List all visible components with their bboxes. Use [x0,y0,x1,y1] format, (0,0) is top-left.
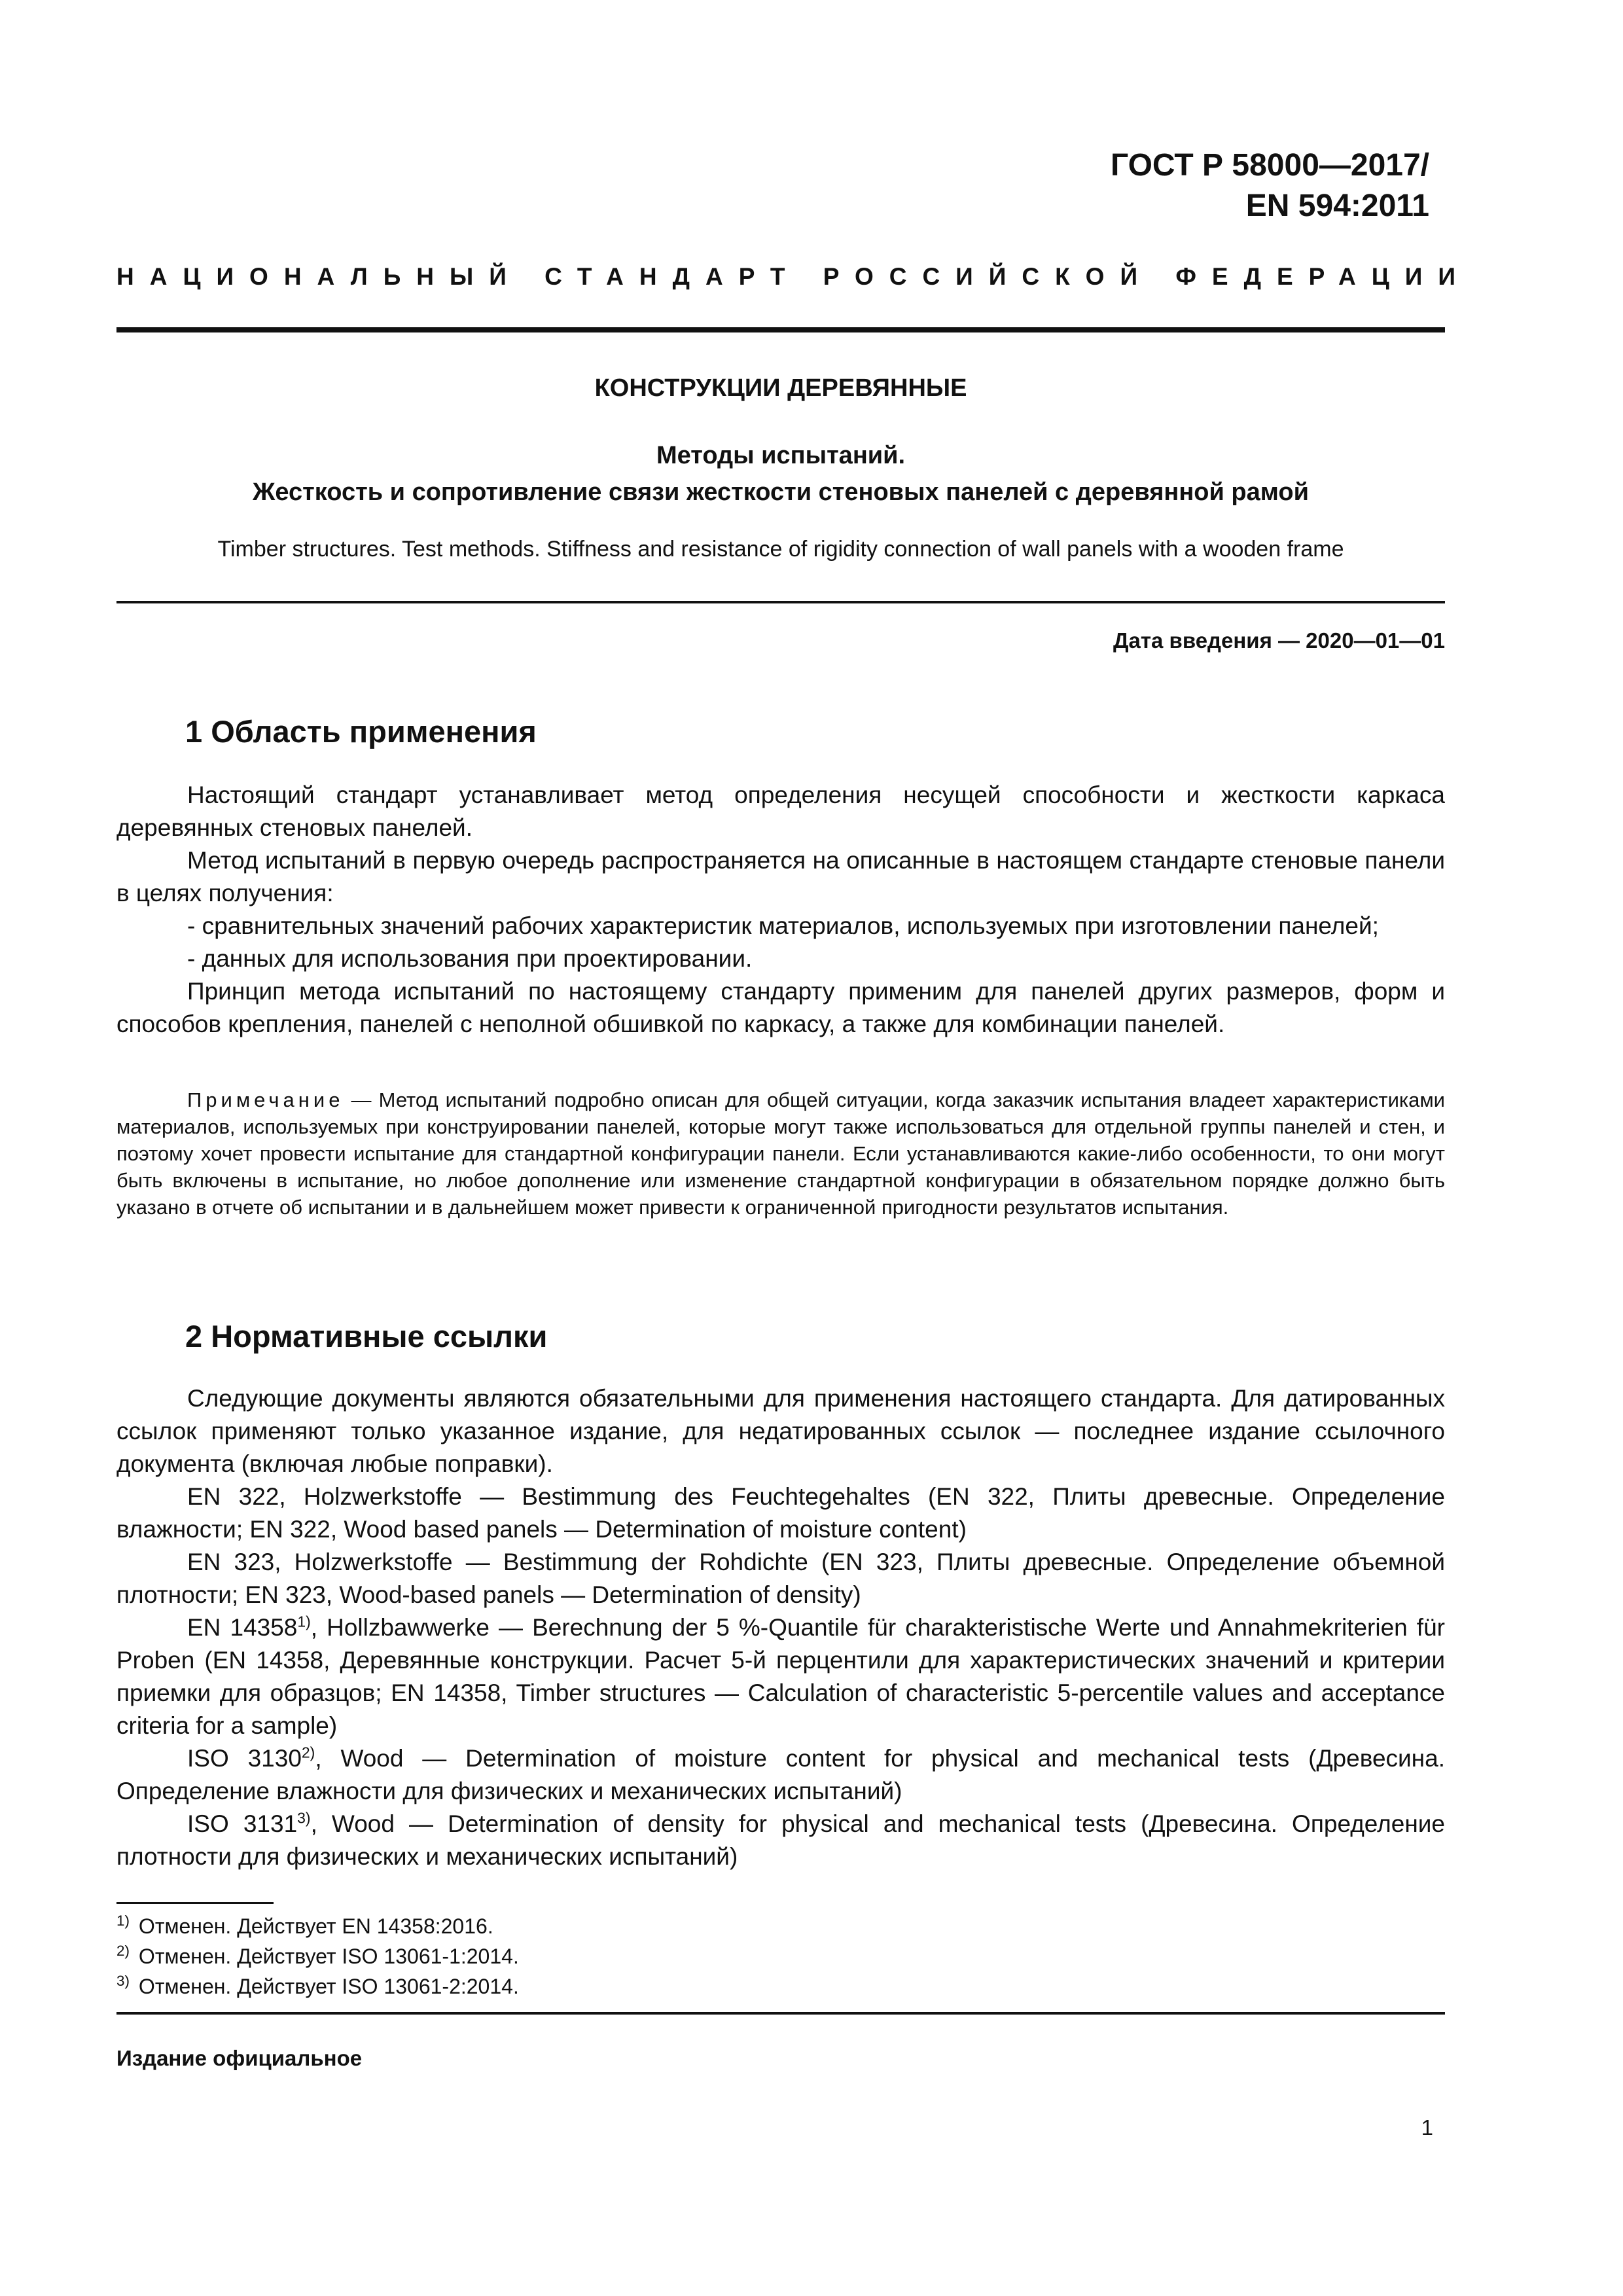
reference-item: EN 14358$^{1)}$, Hollzbawwerke — Berechnung der 5 %-Quantile für charakteristische Werte und Annahmekriterien für Proben (EN 14358, Деревянные конструкции. Расчет 5-й перцентили для характеристических значений и критерии приемки для образцов; EN 14358, Timber structures — Calculation of characteristic 5-percentile values and acceptance criteria for a sample) [116,1613,1445,1739]
note-text: — Метод испытаний подробно описан для общей ситуации, когда заказчик испытания владеет характеристиками материалов, используемых при конструировании панелей, которые могут также использоваться для отдельной группы панелей и стен, и поэтому хочет провести испытание для стандартной конфигурации панели. Если устанавливаются какие-либо особенности, то они могут быть включены в испытание, но любое дополнение или изменение стандартной конфигурации в обязательном порядке должно быть указано в отчете об испытании и в дальнейшем может привести к ограниченной пригодности результатов испытания. [116,1088,1445,1219]
list-item: - данных для использования при проектировании. [187,945,753,972]
note-label: Примечание [187,1088,344,1111]
footer-rule [116,2012,1445,2015]
document-subtitle [116,437,1445,511]
paragraph: Принцип метода испытаний по настоящему стандарту применим для панелей других размеров, форм и способов крепления, панелей с неполной обшивкой по каркасу, а также для комбинации панелей. [116,978,1445,1037]
footnotes [116,1911,519,2001]
footnote-mark: 3) [297,1809,311,1827]
reference-item: EN 322, Holzwerkstoffe — Bestimmung des Feuchtegehaltes (EN 322, Плиты древесные. Определение влажности; EN 322, Wood based panels — Determination of moisture content) [116,1483,1445,1543]
official-edition-label: Издание официальное [116,2046,363,2070]
national-standard-banner: НАЦИОНАЛЬНЫЙ СТАНДАРТ РОССИЙСКОЙ ФЕДЕРАЦИИ [116,263,1471,290]
document-title: КОНСТРУКЦИИ ДЕРЕВЯННЫЕ [594,374,967,402]
section-1-note [116,1086,1445,1221]
footnote-mark: 2) [301,1744,315,1761]
footnote: $^{2)}$ Отменен. Действует ISO 13061-1:2014. [116,1943,519,1968]
paragraph: Следующие документы являются обязательными для применения настоящего стандарта. Для датированных ссылок применяют только указанное издание, для недатированных ссылок — последнее издание ссылочного документа (включая любые поправки). [116,1385,1445,1477]
footnote: $^{3)}$ Отменен. Действует ISO 13061-2:2014. [116,1973,519,1998]
english-title: Timber structures. Test methods. Stiffness and resistance of rigidity connection of wall panels with a wooden frame [217,537,1344,562]
subtitle-line-2: Жесткость и сопротивление связи жесткости стеновых панелей с деревянной рамой [253,478,1309,506]
footnote-mark: 1) [297,1613,311,1630]
header-rule [116,327,1445,332]
reference-item: EN 323, Holzwerkstoffe — Bestimmung der Rohdichte (EN 323, Плиты древесные. Определение объемной плотности; EN 323, Wood-based panels — Determination of density) [116,1549,1445,1608]
paragraph: Настоящий стандарт устанавливает метод определения несущей способности и жесткости каркаса деревянных стеновых панелей. [116,781,1445,841]
section-1-body [116,779,1445,1041]
reference-item: ISO 3130$^{2)}$, Wood — Determination of moisture content for physical and mechanical tests (Древесина. Определение влажности для физических и механических испытаний) [116,1744,1445,1804]
list-item: - сравнительных значений рабочих характеристик материалов, используемых при изготовлении панелей; [187,912,1379,939]
standard-code-line1: ГОСТ Р 58000—2017/ [1111,148,1429,183]
reference-item: ISO 3131$^{3)}$, Wood — Determination of density for physical and mechanical tests (Древесина. Определение плотности для физических и механических испытаний) [116,1809,1445,1870]
paragraph: Метод испытаний в первую очередь распространяется на описанные в настоящем стандарте стеновые панели в целях получения: [116,847,1445,906]
section-1-heading: 1 Область применения [185,714,537,749]
introduction-date: Дата введения — 2020—01—01 [1113,628,1445,653]
title-rule [116,601,1445,603]
footnote: $^{1)}$ Отменен. Действует EN 14358:2016. [116,1912,493,1938]
footnote-separator [116,1902,274,1904]
subtitle-line-1: Методы испытаний. [656,442,906,469]
standard-code-line2: EN 594:2011 [1245,188,1429,223]
section-2-heading: 2 Нормативные ссылки [185,1319,548,1354]
section-2-body [116,1382,1445,1873]
page-number: 1 [1421,2115,1433,2140]
